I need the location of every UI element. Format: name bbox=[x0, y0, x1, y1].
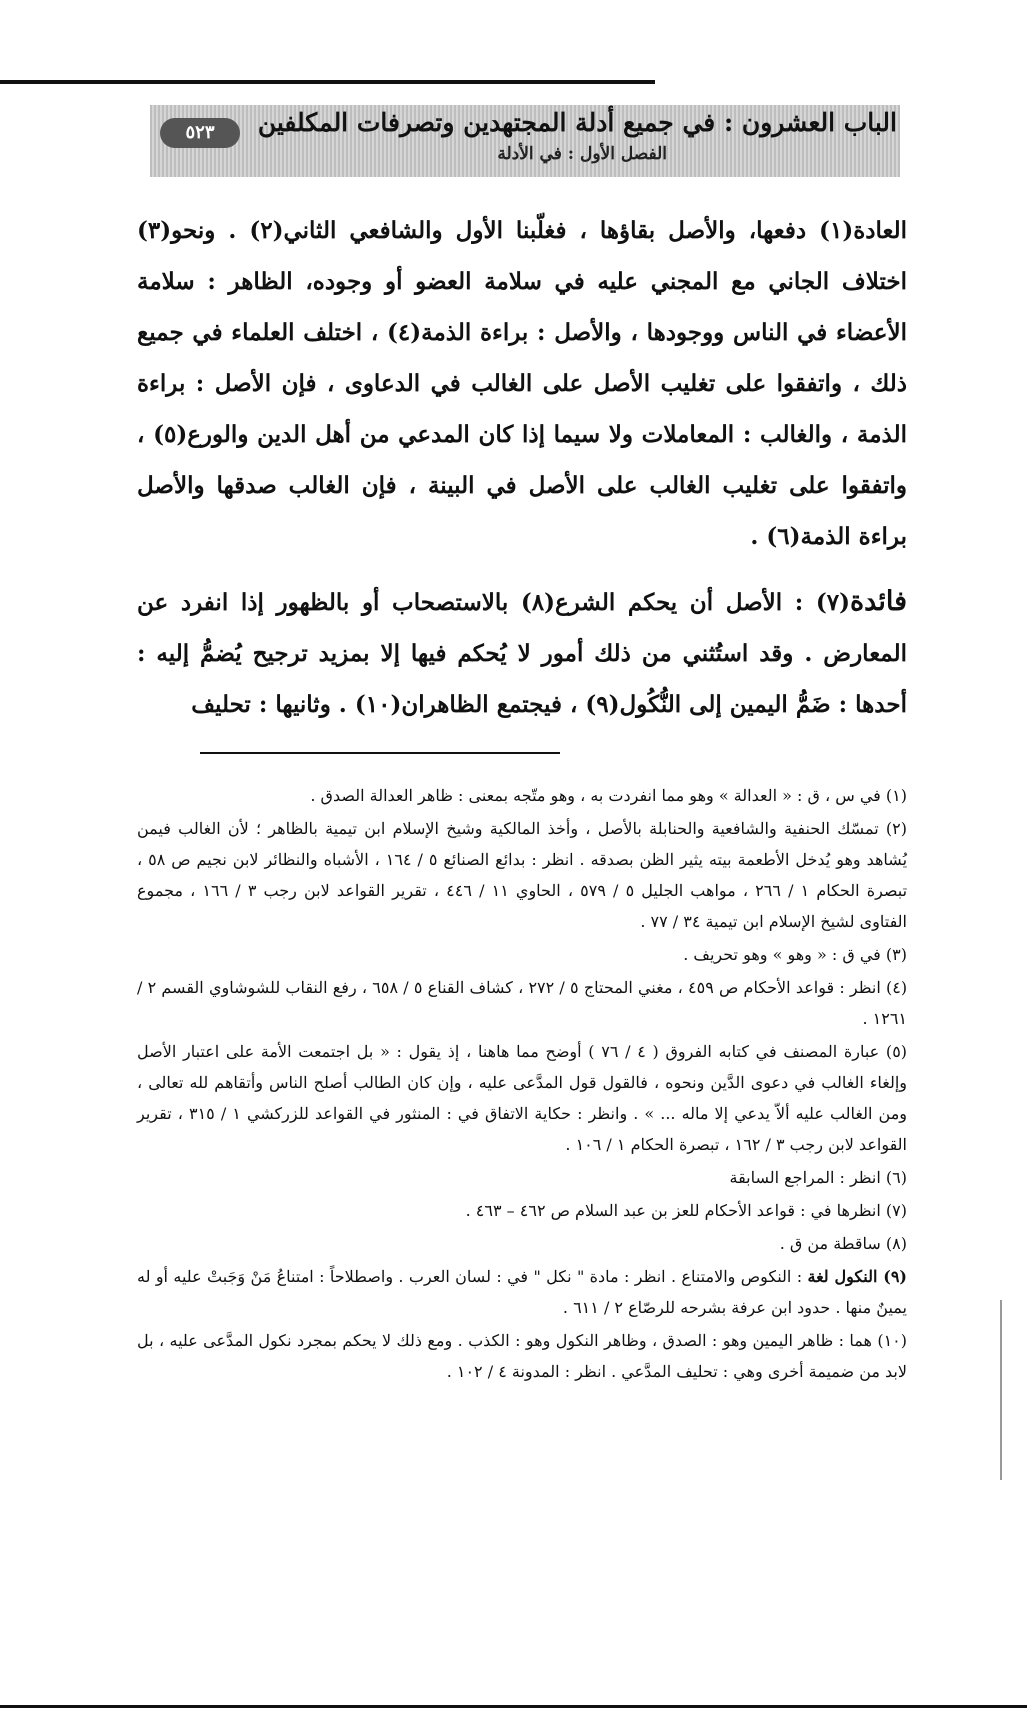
footnote-9-text: : النكوص والامتناع . انظر : مادة " نكل " في : لسان العرب . واصطلاحاً : امتناعُ مَنْ وَجَبتْ عليه أو له يمينٌ منها . حدود ابن عرفة بشرحه للرصّاع ٢ / ٦١١ . bbox=[137, 1267, 907, 1317]
footnote-8: (٨) ساقطة من ق . bbox=[779, 1234, 907, 1253]
footnote-10: (١٠) هما : ظاهر اليمين وهو : الصدق ، وظاهر النكول وهو : الكذب . ومع ذلك لا يحكم بمجرد نكول المدَّعى عليه ، بل لابد من ضميمة أخرى وهي : تحليف المدَّعي . انظر : المدونة ٤ / ١٠٢ . bbox=[137, 1331, 907, 1381]
body-paragraph-2 bbox=[137, 576, 907, 730]
footnote-7: (٧) انظرها في : قواعد الأحكام للعز بن عبد السلام ص ٤٦٢ – ٤٦٣ . bbox=[465, 1201, 907, 1220]
footnotes bbox=[137, 780, 907, 1389]
footnote-1: (١) في س ، ق : « العدالة » وهو مما انفردت به ، وهو متّجه بمعنى : ظاهر العدالة الصدق . bbox=[310, 786, 907, 805]
footnote-9 bbox=[137, 1261, 907, 1323]
footnote-9-lead: (٩) النكول لغة bbox=[807, 1267, 907, 1286]
page-number: ٥٢٣ bbox=[160, 118, 240, 148]
footnote-separator bbox=[200, 752, 560, 754]
scan-margin-mark bbox=[1000, 1300, 1002, 1480]
benefit-text: (٧) : الأصل أن يحكم الشرع(٨) بالاستصحاب أو بالظهور إذا انفرد عن المعارض . وقد استُثني من ذلك أمور لا يُحكم فيها إلا بمزيد ترجيح يُضمُّ إليه : أحدها : ضَمُّ اليمين إلى النُّكُول(٩) ، فيجتمع الظاهران(١٠) . وثانيها : تحليف bbox=[137, 589, 907, 718]
footnote-2: (٢) تمسّك الحنفية والشافعية والحنابلة بالأصل ، وأخذ المالكية وشيخ الإسلام ابن تيمية بالظاهر ؛ لأن الغالب فيمن يُشاهد وهو يُدخل الأطعمة بيته يثير الظن بصدقه . انظر : بدائع الصنائع ٥ / ١٦٤ ، الأشباه والنظائر لابن نجيم ص ٥٨ ، تبصرة الحكام ١ / ٢٦٦ ، مواهب الجليل ٥ / ٥٧٩ ، الحاوي ١١ / ٤٤٦ ، تقرير القواعد لابن رجب ٣ / ١٦٦ ، مجموع الفتاوى لشيخ الإسلام ابن تيمية ٣٤ / ٧٧ . bbox=[137, 819, 908, 931]
body-paragraph-1: العادة(١) دفعها، والأصل بقاؤها ، فغلّبنا الأول والشافعي الثاني(٢) . ونحو(٣) اختلاف الجاني مع المجني عليه في سلامة العضو أو وجوده، الظاهر : سلامة الأعضاء في الناس ووجودها ، والأصل : براءة الذمة(٤) ، اختلف العلماء في جميع ذلك ، واتفقوا على تغليب الأصل على الغالب في الدعاوى ، فإن الأصل : براءة الذمة ، والغالب : المعاملات ولا سيما إذا كان المدعي من أهل الدين والورع(٥) ، واتفقوا على تغليب الغالب على الأصل في البينة ، فإن الغالب صدقها والأصل براءة الذمة(٦) . bbox=[137, 217, 907, 550]
benefit-label: فائدة bbox=[850, 586, 907, 617]
top-rule bbox=[0, 80, 655, 84]
footnote-6: (٦) انظر : المراجع السابقة bbox=[729, 1168, 907, 1187]
footnote-3: (٣) في ق : « وهو » وهو تحريف . bbox=[683, 945, 907, 964]
footnote-5: (٥) عبارة المصنف في كتابه الفروق ( ٤ / ٧٦ ) أوضح مما هاهنا ، إذ يقول : « بل اجتمعت الأمة على اعتبار الأصل وإلغاء الغالب في دعوى الدَّين ونحوه ، فالقول قول المدَّعى عليه ، وإن كان الطالب أصلح الناس وأتقاهم لله تعالى ، ومن الغالب عليه ألاّ يدعي إلا ماله ... » . وانظر : حكاية الاتفاق في : المنثور في القواعد للزركشي ١ / ٣١٥ ، تقرير القواعد لابن رجب ٣ / ١٦٢ ، تبصرة الحكام ١ / ١٠٦ . bbox=[137, 1042, 908, 1154]
main-body bbox=[137, 205, 907, 730]
bottom-rule bbox=[0, 1705, 1027, 1708]
chapter-title: الباب العشرون : في جميع أدلة المجتهدين وتصرفات المكلفين bbox=[257, 108, 897, 137]
section-subtitle: الفصل الأول : في الأدلة bbox=[497, 144, 667, 164]
footnote-4: (٤) انظر : قواعد الأحكام ص ٤٥٩ ، مغني المحتاج ٥ / ٢٧٢ ، كشاف القناع ٥ / ٦٥٨ ، رفع النقاب للشوشاوي القسم ٢ / ١٢٦١ . bbox=[137, 978, 908, 1028]
